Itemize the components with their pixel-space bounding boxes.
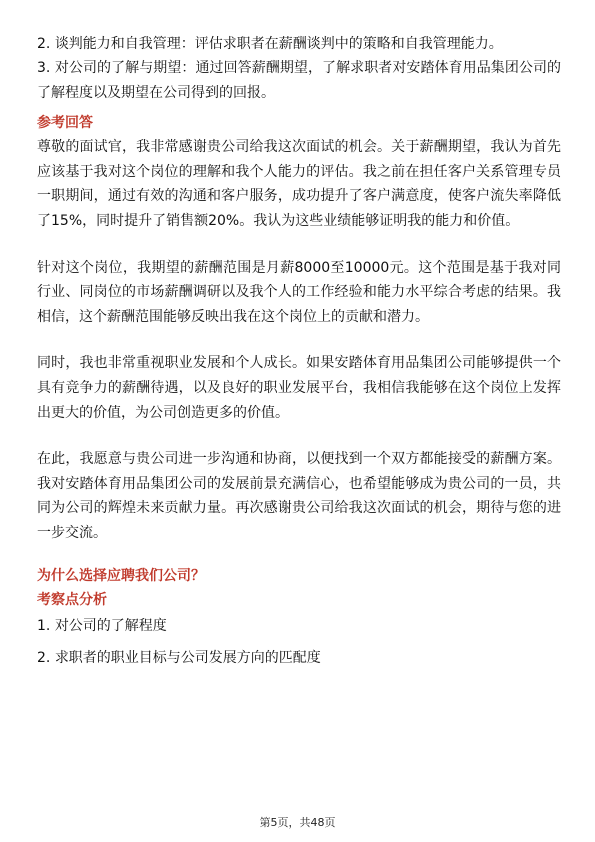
list-number: 2. — [37, 36, 51, 52]
document-page — [37, 32, 561, 670]
analysis-point-1 — [37, 614, 561, 638]
answer-paragraph: 同时，我也非常重视职业发展和个人成长。如果安踏体育用品集团公司能够提供一个具有竞争力的薪酬待遇，以及良好的职业发展平台，我相信我能够在这个岗位上发挥出更大的价值，为公司创造更多的价值。 — [37, 355, 561, 421]
page-number-footer: 第5页，共48页 — [259, 816, 336, 829]
analysis-heading: 考察点分析 — [37, 591, 107, 608]
list-number: 1. — [37, 617, 51, 634]
reference-answer-heading: 参考回答 — [37, 115, 93, 132]
list-text: 对公司的了解与期望：通过回答薪酬期望，了解求职者对安踏体育用品集团公司的了解程度以及期望在公司得到的回报。 — [37, 60, 561, 101]
analysis-point-2 — [37, 646, 561, 670]
list-text: 求职者的职业目标与公司发展方向的匹配度 — [54, 649, 321, 666]
list-text: 谈判能力和自我管理：评估求职者在薪酬谈判中的策略和自我管理能力。 — [54, 36, 503, 52]
intro-point-3 — [37, 56, 561, 105]
list-number: 2. — [37, 649, 51, 666]
intro-point-2 — [37, 32, 561, 56]
list-text: 对公司的了解程度 — [54, 617, 167, 634]
question-heading: 为什么选择应聘我们公司？ — [37, 567, 205, 584]
answer-paragraph: 尊敬的面试官，我非常感谢贵公司给我这次面试的机会。关于薪酬期望，我认为首先应该基于我对这个岗位的理解和我个人能力的评估。我之前在担任客户关系管理专员一职期间，通过有效的沟通和客户服务，成功提升了客户满意度，使客户流失率降低了15%，同时提升了销售额20%。我认为这些业绩能够证明我的能力和价值。 — [37, 139, 561, 229]
answer-paragraph: 在此，我愿意与贵公司进一步沟通和协商，以便找到一个双方都能接受的薪酬方案。我对安踏体育用品集团公司的发展前景充满信心，也希望能够成为贵公司的一员，共同为公司的辉煌未来贡献力量。再次感谢贵公司给我这次面试的机会，期待与您的进一步交流。 — [37, 451, 561, 541]
answer-paragraph: 针对这个岗位，我期望的薪酬范围是月薪8000至10000元。这个范围是基于我对同行业、同岗位的市场薪酬调研以及我个人的工作经验和能力水平综合考虑的结果。我相信，这个薪酬范围能够反映出我在这个岗位上的贡献和潜力。 — [37, 259, 561, 325]
list-number: 3. — [37, 60, 51, 76]
